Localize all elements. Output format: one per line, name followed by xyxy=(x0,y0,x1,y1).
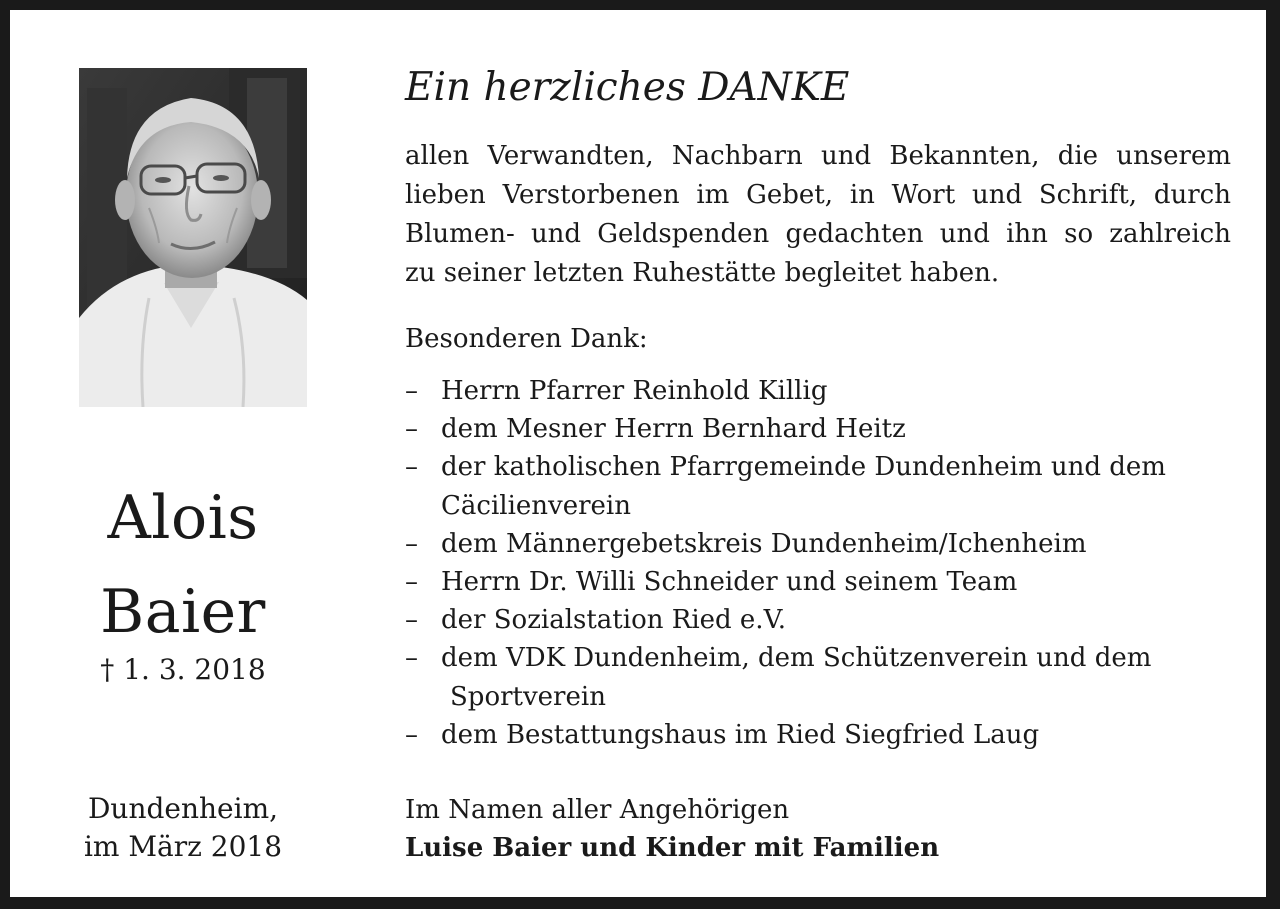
list-item xyxy=(405,525,1166,563)
dash: – xyxy=(405,376,418,406)
list-item xyxy=(405,716,1166,754)
list-item xyxy=(405,563,1166,601)
list-item-text: der katholischen Pfarrgemeinde Dundenheim und dem xyxy=(441,452,1166,483)
list-item xyxy=(405,448,1166,524)
list-item-text: der Sozialstation Ried e.V. xyxy=(441,605,787,636)
intro-paragraph xyxy=(405,137,1231,293)
last-name: Baier xyxy=(100,577,266,647)
list-item xyxy=(405,601,1166,639)
intro-line: zu seiner letzten Ruhestätte begleitet haben. xyxy=(405,258,1000,288)
closing-line: Im Namen aller Angehörigen xyxy=(405,795,790,825)
list-item-text: Herrn Dr. Willi Schneider und seinem Team xyxy=(441,567,1018,598)
dash: – xyxy=(405,528,418,559)
list-item-continuation: Sportverein xyxy=(450,681,606,712)
closing-signature xyxy=(405,791,939,867)
dash: – xyxy=(405,567,418,598)
dash: – xyxy=(405,719,418,750)
death-date: † 1. 3. 2018 xyxy=(100,653,266,686)
intro-line: lieben Verstorbenen im Gebet, in Wort und Schrift, durch xyxy=(405,180,1231,210)
first-name: Alois xyxy=(107,483,259,553)
list-item xyxy=(405,639,1166,715)
list-item-text: dem Mesner Herrn Bernhard Heitz xyxy=(441,414,906,445)
dash: – xyxy=(405,605,418,636)
date-line: im März 2018 xyxy=(83,830,283,863)
dash: – xyxy=(405,414,418,445)
list-item-text: dem Männergebetskreis Dundenheim/Ichenheim xyxy=(441,528,1087,559)
dash: – xyxy=(405,643,418,674)
list-item-continuation: Cäcilienverein xyxy=(441,490,631,521)
intro-line: allen Verwandten, Nachbarn und Bekannten, die unserem xyxy=(405,141,1231,171)
intro-line: Blumen- und Geldspenden gedachten und ihn so zahlreich xyxy=(405,219,1231,249)
dash: – xyxy=(405,452,418,483)
list-item-text: dem VDK Dundenheim, dem Schützenverein und dem xyxy=(441,643,1152,674)
place-and-date xyxy=(50,790,316,866)
thanks-list xyxy=(405,372,1166,754)
signatories: Luise Baier und Kinder mit Familien xyxy=(405,833,940,863)
special-thanks-label: Besonderen Dank: xyxy=(405,324,648,354)
list-item-text: dem Bestattungshaus im Ried Siegfried Laug xyxy=(441,719,1040,750)
place-line: Dundenheim, xyxy=(87,792,279,825)
list-item xyxy=(405,372,1166,410)
portrait-photo xyxy=(79,68,307,407)
list-item-text: Herrn Pfarrer Reinhold Killig xyxy=(441,376,828,406)
list-item xyxy=(405,410,1166,448)
thank-you-heading: Ein herzliches DANKE xyxy=(405,65,850,110)
